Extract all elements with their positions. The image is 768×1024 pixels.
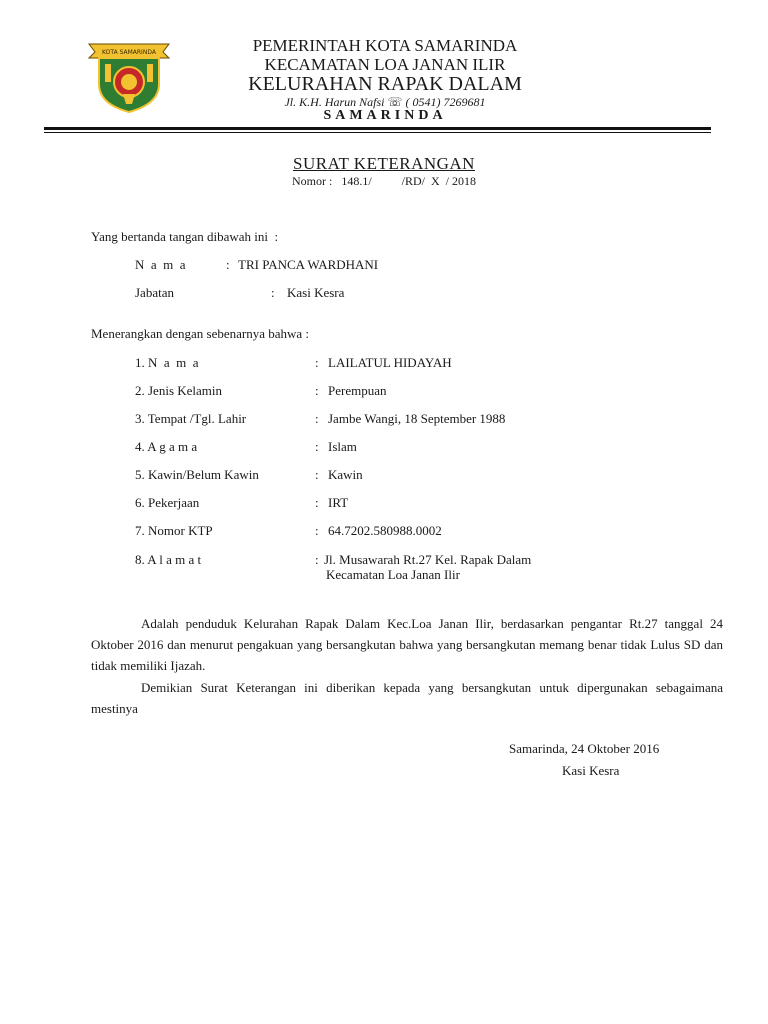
phone-icon: ☏ xyxy=(387,95,403,109)
colon: : xyxy=(226,257,230,272)
field-value-address-line2: Kecamatan Loa Janan Ilir xyxy=(326,567,460,582)
field-label-birth: 3. Tempat /Tgl. Lahir xyxy=(135,411,247,426)
signatory-position-label: Jabatan xyxy=(135,285,174,300)
colon: : xyxy=(315,552,319,567)
colon: : xyxy=(271,285,275,300)
header-district-line: KECAMATAN LOA JANAN ILIR xyxy=(264,55,506,74)
header-government-line: PEMERINTAH KOTA SAMARINDA xyxy=(252,36,518,55)
field-label-gender: 2. Jenis Kelamin xyxy=(135,383,223,398)
document-title: SURAT KETERANGAN xyxy=(293,154,475,173)
field-label-occupation: 6. Pekerjaan xyxy=(135,495,200,510)
field-value-name: LAILATUL HIDAYAH xyxy=(328,355,452,370)
colon: : xyxy=(315,439,319,454)
field-value-birth: Jambe Wangi, 18 September 1988 xyxy=(328,411,506,426)
colon: : xyxy=(315,523,319,538)
header-phone: ( 0541) 7269681 xyxy=(405,95,486,109)
body-paragraph-1: Adalah penduduk Kelurahan Rapak Dalam Kec.Loa Janan Ilir, berdasarkan pengantar Rt.27 tanggal 24 Oktober 2016 dan menurut pengakuan yang bersangkutan bahwa yang bersangkutan memang benar tidak Lulus SD dan tidak memiliki Ijazah. xyxy=(91,616,723,673)
colon: : xyxy=(315,411,319,426)
body-paragraph-2: Demikian Surat Keterangan ini diberikan kepada yang bersangkutan untuk dipergunakan sebagaimana mestinya xyxy=(91,680,723,716)
intro-text: Yang bertanda tangan dibawah ini : xyxy=(91,229,279,244)
field-value-marital: Kawin xyxy=(328,467,363,482)
field-value-occupation: IRT xyxy=(328,495,349,510)
header-city: SAMARINDA xyxy=(323,108,447,123)
closing-place-date: Samarinda, 24 Oktober 2016 xyxy=(509,741,660,756)
signatory-name-label: N a m a xyxy=(135,257,186,272)
header-divider-thick xyxy=(44,127,711,130)
colon: : xyxy=(315,495,319,510)
header-village-line: KELURAHAN RAPAK DALAM xyxy=(248,73,522,95)
field-label-name: 1. N a m a xyxy=(135,355,199,370)
header-address: Jl. K.H. Harun Nafsi xyxy=(284,95,385,109)
field-label-address: 8. A l a m a t xyxy=(135,552,202,567)
document-number: Nomor : 148.1/ /RD/ X / 2018 xyxy=(291,174,476,188)
field-value-religion: Islam xyxy=(328,439,357,454)
field-label-id-number: 7. Nomor KTP xyxy=(135,523,213,538)
field-label-marital: 5. Kawin/Belum Kawin xyxy=(135,467,259,482)
closing-position: Kasi Kesra xyxy=(562,763,620,778)
field-value-address: Jl. Musawarah Rt.27 Kel. Rapak Dalam xyxy=(324,552,532,567)
colon: : xyxy=(315,467,319,482)
colon: : xyxy=(315,355,319,370)
signatory-name-value: TRI PANCA WARDHANI xyxy=(238,257,379,272)
city-emblem-logo xyxy=(83,38,175,114)
logo-banner-text: KOTA SAMARINDA xyxy=(102,49,156,56)
header-divider-thin xyxy=(44,132,711,133)
signatory-position-value: Kasi Kesra xyxy=(287,285,345,300)
field-value-gender: Perempuan xyxy=(328,383,387,398)
colon: : xyxy=(315,383,319,398)
statement-text: Menerangkan dengan sebenarnya bahwa : xyxy=(91,326,310,341)
field-value-id-number: 64.7202.580988.0002 xyxy=(328,523,442,538)
field-label-religion: 4. A g a m a xyxy=(135,439,198,454)
